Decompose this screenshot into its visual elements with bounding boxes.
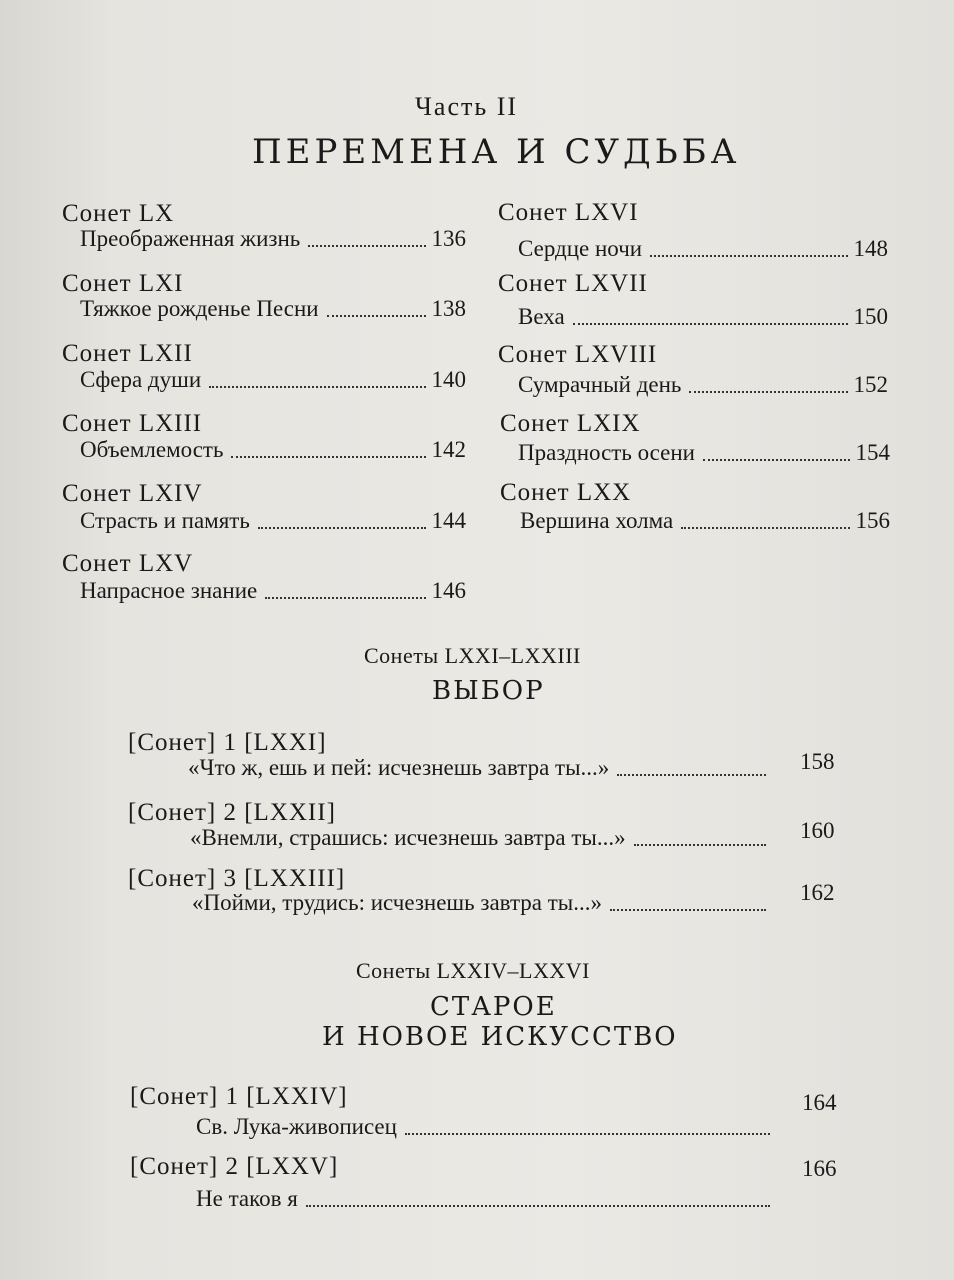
toc-entry[interactable]: [80, 578, 466, 604]
sonnet-heading: Сонет LX: [62, 200, 175, 227]
sonnet-heading: Сонет LXVI: [498, 199, 639, 226]
page-number: 162: [800, 880, 835, 905]
sonnet-heading: Сонет LXIX: [500, 410, 641, 437]
toc-entry[interactable]: [188, 755, 772, 781]
entry-title: Объемлемость: [80, 437, 224, 462]
leader-dots: [681, 526, 849, 529]
page-number: 148: [853, 236, 888, 261]
toc-entry[interactable]: [196, 1186, 776, 1212]
entry-title: «Внемли, страшись: исчезнешь завтра ты...»: [190, 825, 626, 850]
sonnet-heading: [Сонет] 3 [LXXIII]: [128, 865, 346, 892]
page-number: 166: [802, 1156, 837, 1181]
sonnet-heading: Сонет LXV: [62, 550, 194, 577]
toc-entry[interactable]: [190, 825, 772, 851]
leader-dots: [258, 526, 426, 529]
leader-dots: [703, 458, 850, 461]
sonnet-heading: [Сонет] 1 [LXXI]: [128, 729, 327, 756]
page-number: 164: [802, 1090, 837, 1115]
entry-title: Тяжкое рожденье Песни: [80, 296, 319, 321]
leader-dots: [308, 244, 425, 247]
page-number: 154: [855, 440, 890, 465]
section-label: Сонеты LXXIV–LXXVI: [356, 958, 590, 983]
toc-entry[interactable]: [80, 508, 466, 534]
entry-title: Сумрачный день: [518, 372, 682, 397]
entry-title: Сфера души: [80, 367, 202, 392]
entry-title: Сердце ночи: [518, 236, 643, 261]
leader-dots: [650, 254, 847, 257]
sonnet-heading: Сонет LXIII: [62, 410, 203, 437]
toc-entry[interactable]: [80, 437, 466, 463]
entry-title: Напрасное знание: [80, 578, 258, 603]
section-title-line1: СТАРОЕ: [430, 992, 557, 1022]
entry-title: Не таков я: [196, 1186, 298, 1211]
sonnet-heading: Сонет LXVIII: [498, 341, 658, 368]
toc-entry[interactable]: [518, 372, 888, 398]
page-number: 144: [431, 508, 466, 533]
toc-entry[interactable]: [192, 890, 772, 916]
leader-dots: [265, 596, 425, 599]
page-number: 146: [431, 578, 466, 603]
page-number: 140: [431, 367, 466, 392]
entry-title: «Что ж, ешь и пей: исчезнешь завтра ты...»: [188, 755, 610, 780]
leader-dots: [617, 773, 766, 776]
leader-dots: [610, 908, 766, 911]
leader-dots: [405, 1132, 770, 1135]
toc-entry[interactable]: [80, 367, 466, 393]
entry-title: Преображенная жизнь: [80, 226, 301, 251]
part-title: ПЕРЕМЕНА И СУДЬБА: [252, 132, 741, 172]
sonnet-heading: [Сонет] 2 [LXXII]: [128, 799, 336, 826]
toc-entry[interactable]: [196, 1114, 776, 1140]
sonnet-heading: [Сонет] 2 [LXXV]: [130, 1153, 339, 1180]
toc-entry[interactable]: [518, 236, 888, 262]
toc-entry[interactable]: [518, 440, 890, 466]
leader-dots: [209, 385, 425, 388]
toc-entry[interactable]: [80, 226, 466, 252]
leader-dots: [573, 322, 848, 325]
section-title-line2: И НОВОЕ ИСКУССТВО: [322, 1022, 678, 1052]
page-number: 150: [853, 304, 888, 329]
sonnet-heading: Сонет LXIV: [62, 480, 203, 507]
part-label: Часть II: [415, 92, 519, 121]
page-number: 156: [855, 508, 890, 533]
toc-entry[interactable]: [520, 508, 890, 534]
page-number: 136: [431, 226, 466, 251]
leader-dots: [634, 843, 766, 846]
toc-entry[interactable]: [518, 304, 888, 330]
leader-dots: [689, 390, 847, 393]
sonnet-heading: [Сонет] 1 [LXXIV]: [130, 1083, 348, 1110]
entry-title: «Пойми, трудись: исчезнешь завтра ты...»: [192, 890, 603, 915]
leader-dots: [231, 455, 425, 458]
leader-dots: [327, 314, 426, 317]
leader-dots: [306, 1204, 770, 1207]
sonnet-heading: Сонет LXX: [500, 479, 632, 506]
page-number: 152: [853, 372, 888, 397]
entry-title: Веха: [518, 304, 565, 329]
entry-title: Вершина холма: [520, 508, 674, 533]
toc-entry[interactable]: [80, 296, 466, 322]
page-number: 142: [431, 437, 466, 462]
sonnet-heading: Сонет LXVII: [498, 270, 648, 297]
entry-title: Праздность осени: [518, 440, 695, 465]
sonnet-heading: Сонет LXI: [62, 270, 184, 297]
page-number: 160: [800, 818, 835, 843]
section-label: Сонеты LXXI–LXXIII: [364, 643, 581, 668]
page-number: 138: [431, 296, 466, 321]
sonnet-heading: Сонет LXII: [62, 340, 193, 367]
section-title: ВЫБОР: [432, 676, 545, 706]
page-number: 158: [800, 749, 835, 774]
entry-title: Страсть и память: [80, 508, 250, 533]
entry-title: Св. Лука-живописец: [196, 1114, 397, 1139]
